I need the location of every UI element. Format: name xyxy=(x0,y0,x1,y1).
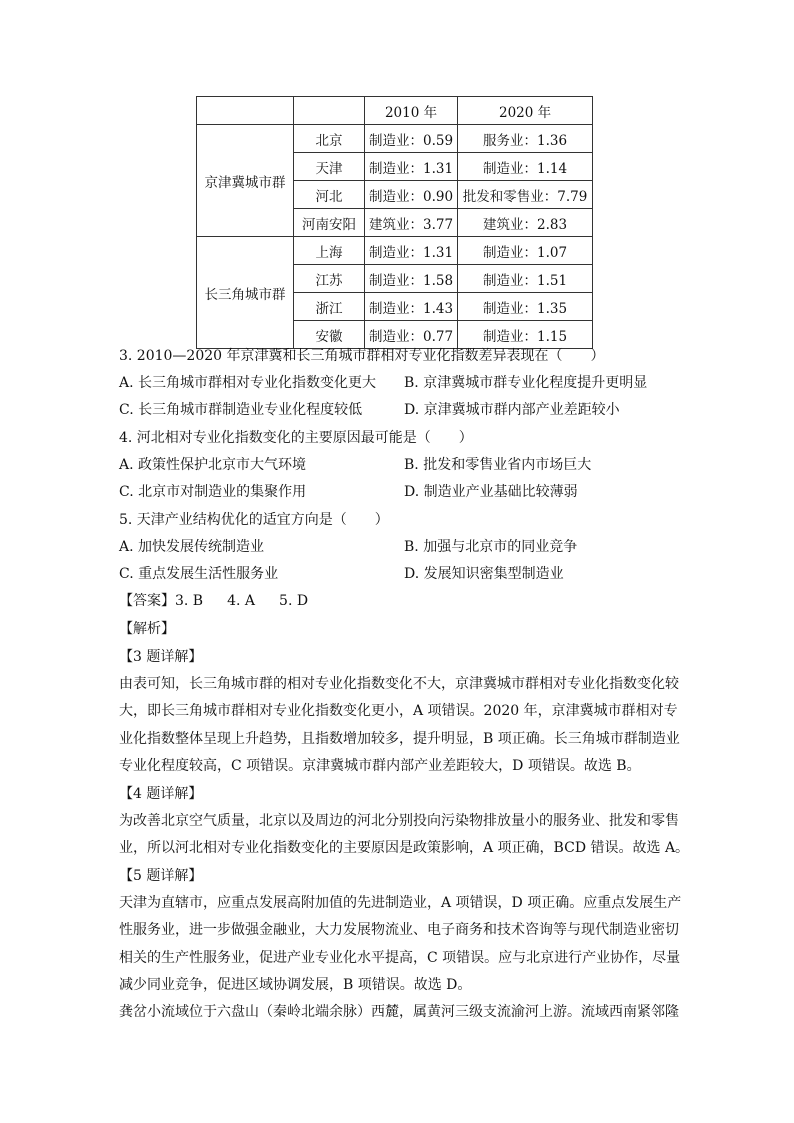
question-4-option-b: B. 批发和零售业省内市场巨大 xyxy=(404,457,592,473)
value-2010: 制造业：0.77 xyxy=(365,321,458,349)
city-cell: 浙江 xyxy=(294,293,365,321)
detail-3-line: 专业化程度较高，C 项错误。京津冀城市群内部产业差距较大，D 项错误。故选 B。 xyxy=(119,758,641,774)
question-4-option-c: C. 北京市对制造业的集聚作用 xyxy=(119,484,307,500)
value-2020: 制造业：1.35 xyxy=(458,293,593,321)
question-4-stem: 4. 河北相对专业化指数变化的主要原因最可能是（ ） xyxy=(119,430,473,446)
table-row xyxy=(197,125,593,153)
header-cell-2020: 2020 年 xyxy=(458,97,593,125)
question-3-option-a: A. 长三角城市群相对专业化指数变化更大 xyxy=(119,375,377,391)
question-5-option-d: D. 发展知识密集型制造业 xyxy=(404,566,564,582)
question-5-option-a: A. 加快发展传统制造业 xyxy=(119,539,265,555)
city-cell: 河南安阳 xyxy=(294,209,365,237)
city-cell: 安徽 xyxy=(294,321,365,349)
value-2020: 制造业：1.14 xyxy=(458,153,593,181)
detail-3-line: 业化指数整体呈现上升趋势，且指数增加较多，提升明显，B 项正确。长三角城市群制造业 xyxy=(119,731,680,747)
detail-4-line: 业，所以河北相对专业化指数变化的主要原因是政策影响，A 项正确，BCD 错误。故选 A。 xyxy=(119,840,690,856)
header-cell-2010: 2010 年 xyxy=(365,97,458,125)
question-5-option-c: C. 重点发展生活性服务业 xyxy=(119,566,279,582)
detail-5-line: 相关的生产性服务业，促进产业专业化水平提高，C 项错误。应与北京进行产业协作，尽量 xyxy=(119,950,681,966)
value-2010: 制造业：1.31 xyxy=(365,153,458,181)
detail-5-line: 减少同业竞争，促进区域协调发展，B 项错误。故选 D。 xyxy=(119,977,472,993)
city-cell: 北京 xyxy=(294,125,365,153)
city-cell: 上海 xyxy=(294,237,365,265)
question-3-option-d: D. 京津冀城市群内部产业差距较小 xyxy=(404,402,620,418)
question-4-option-d: D. 制造业产业基础比较薄弱 xyxy=(404,484,578,500)
value-2020: 服务业：1.36 xyxy=(458,125,593,153)
detail-4-heading: 【4 题详解】 xyxy=(119,786,203,802)
detail-3-line: 由表可知，长三角城市群的相对专业化指数变化不大，京津冀城市群相对专业化指数变化较 xyxy=(119,676,679,692)
value-2010: 制造业：0.90 xyxy=(365,181,458,209)
answer-label: 【答案】 xyxy=(119,593,175,609)
question-3-stem: 3. 2010—2020 年京津冀和长三角城市群相对专业化指数差异表现在（ ） xyxy=(119,348,605,364)
header-cell xyxy=(197,97,294,125)
group-name: 长三角城市群 xyxy=(197,237,294,349)
detail-5-line: 天津为直辖市，应重点发展高附加值的先进制造业，A 项错误，D 项正确。应重点发展生产 xyxy=(119,895,682,911)
answer-line xyxy=(119,591,308,611)
city-cell: 江苏 xyxy=(294,265,365,293)
value-2010: 制造业：1.58 xyxy=(365,265,458,293)
value-2010: 制造业：1.43 xyxy=(365,293,458,321)
table-row xyxy=(197,237,593,265)
group-name: 京津冀城市群 xyxy=(197,125,294,237)
answer-item: 4. A xyxy=(227,593,256,609)
value-2020: 批发和零售业：7.79 xyxy=(458,181,593,209)
value-2020: 制造业：1.07 xyxy=(458,237,593,265)
question-5-option-b: B. 加强与北京市的同业竞争 xyxy=(404,539,578,555)
city-cell: 河北 xyxy=(294,181,365,209)
question-3-option-c: C. 长三角城市群制造业专业化程度较低 xyxy=(119,402,363,418)
next-passage-line: 龚岔小流域位于六盘山（秦岭北端余脉）西麓，属黄河三级支流渝河上游。流域西南紧邻隆 xyxy=(119,1004,679,1020)
detail-5-heading: 【5 题详解】 xyxy=(119,868,203,884)
city-cell: 天津 xyxy=(294,153,365,181)
value-2010: 制造业：0.59 xyxy=(365,125,458,153)
question-5-stem: 5. 天津产业结构优化的适宜方向是（ ） xyxy=(119,512,389,528)
value-2010: 制造业：1.31 xyxy=(365,237,458,265)
answer-item: 5. D xyxy=(279,593,309,609)
detail-4-line: 为改善北京空气质量，北京以及周边的河北分别投向污染物排放量小的服务业、批发和零售 xyxy=(119,813,679,829)
header-cell xyxy=(294,97,365,125)
specialization-index-table xyxy=(196,96,593,349)
answer-item: 3. B xyxy=(175,593,204,609)
detail-3-line: 大，即长三角城市群相对专业化指数变化更小，A 项错误。2020 年，京津冀城市群相对专 xyxy=(119,703,678,719)
value-2020: 建筑业：2.83 xyxy=(458,209,593,237)
detail-5-line: 性服务业，进一步做强金融业，大力发展物流业、电子商务和技术咨询等与现代制造业密切 xyxy=(119,922,679,938)
table-header-row xyxy=(197,97,593,125)
analysis-label: 【解析】 xyxy=(119,621,175,637)
question-3-option-b: B. 京津冀城市群专业化程度提升更明显 xyxy=(404,375,648,391)
value-2020: 制造业：1.15 xyxy=(458,321,593,349)
value-2020: 制造业：1.51 xyxy=(458,265,593,293)
detail-3-heading: 【3 题详解】 xyxy=(119,649,203,665)
value-2010: 建筑业：3.77 xyxy=(365,209,458,237)
question-4-option-a: A. 政策性保护北京市大气环境 xyxy=(119,457,307,473)
